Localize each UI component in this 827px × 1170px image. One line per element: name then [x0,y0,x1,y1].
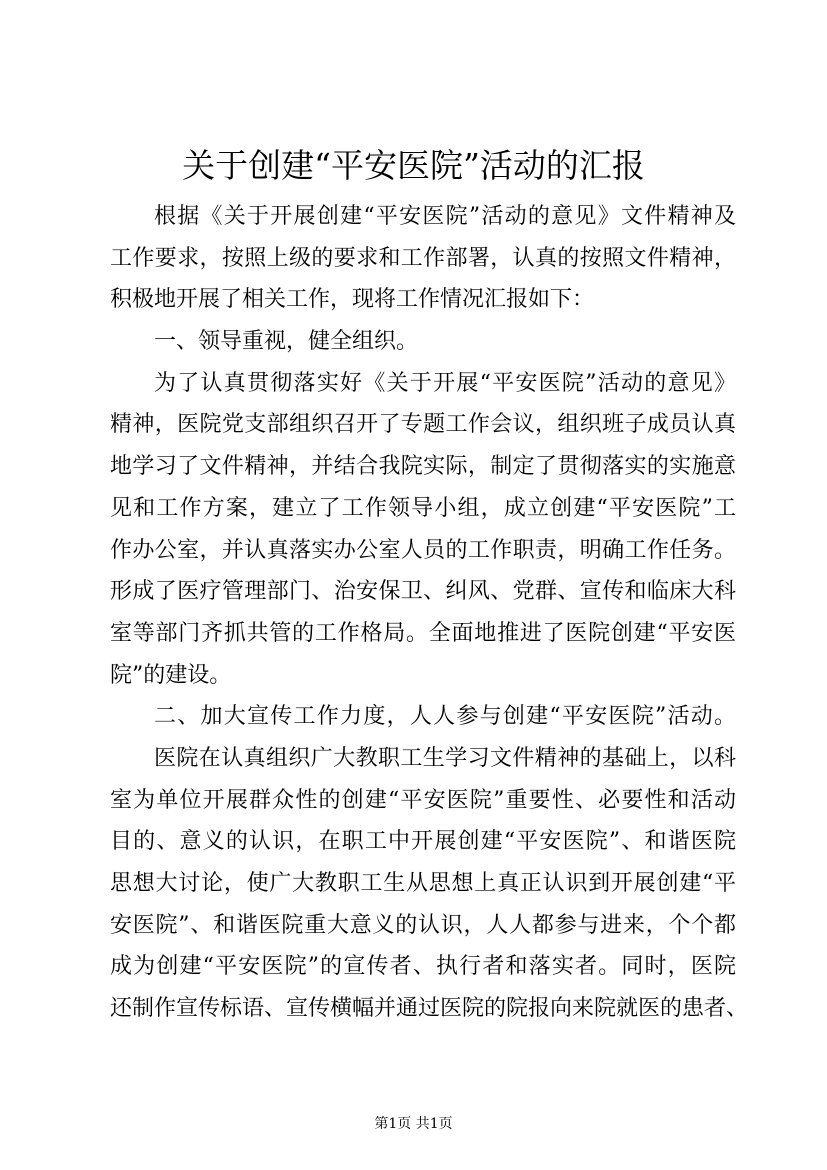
body-line: 目的、意义的认识，在职工中开展创建“平安医院”、和谐医院 [110,829,736,855]
section-heading: 一、领导重视，健全组织。 [154,329,419,355]
body-line: 院”的建设。 [110,662,232,688]
body-line: 积极地开展了相关工作，现将工作情况汇报如下： [110,287,595,313]
section-heading: 二、加大宣传工作力度，人人参与创建“平安医院”活动。 [154,704,736,730]
document-body [110,196,749,1030]
document-title: 关于创建“平安医院”活动的汇报 [182,146,645,185]
body-line: 精神，医院党支部组织召开了专题工作会议，组织班子成员认真 [110,412,736,438]
page-footer: 第1页 共1页 [374,1116,453,1132]
body-line: 见和工作方案，建立了工作领导小组，成立创建“平安医院”工 [110,495,736,521]
body-line: 为了认真贯彻落实好《关于开展“平安医院”活动的意见》 [154,370,736,396]
body-line: 医院在认真组织广大教职工生学习文件精神的基础上，以科 [154,745,736,771]
body-line: 还制作宣传标语、宣传横幅并通过医院的院报向来院就医的患者、 [110,996,749,1022]
body-line: 工作要求，按照上级的要求和工作部署，认真的按照文件精神， [110,245,736,271]
body-line: 室等部门齐抓共管的工作格局。全面地推进了医院创建“平安医 [110,620,736,646]
body-line: 根据《关于开展创建“平安医院”活动的意见》文件精神及 [154,204,736,229]
body-line: 作办公室，并认真落实办公室人员的工作职责，明确工作任务。 [110,537,736,563]
body-line: 形成了医疗管理部门、治安保卫、纠风、党群、宣传和临床大科 [110,579,736,605]
body-line: 室为单位开展群众性的创建“平安医院”重要性、必要性和活动 [110,787,736,813]
body-line: 成为创建“平安医院”的宣传者、执行者和落实者。同时，医院 [110,954,736,980]
body-line: 思想大讨论，使广大教职工生从思想上真正认识到开展创建“平 [110,871,736,896]
body-line: 地学习了文件精神，并结合我院实际，制定了贯彻落实的实施意 [110,454,736,480]
body-line: 安医院”、和谐医院重大意义的认识，人人都参与进来，个个都 [110,912,736,938]
